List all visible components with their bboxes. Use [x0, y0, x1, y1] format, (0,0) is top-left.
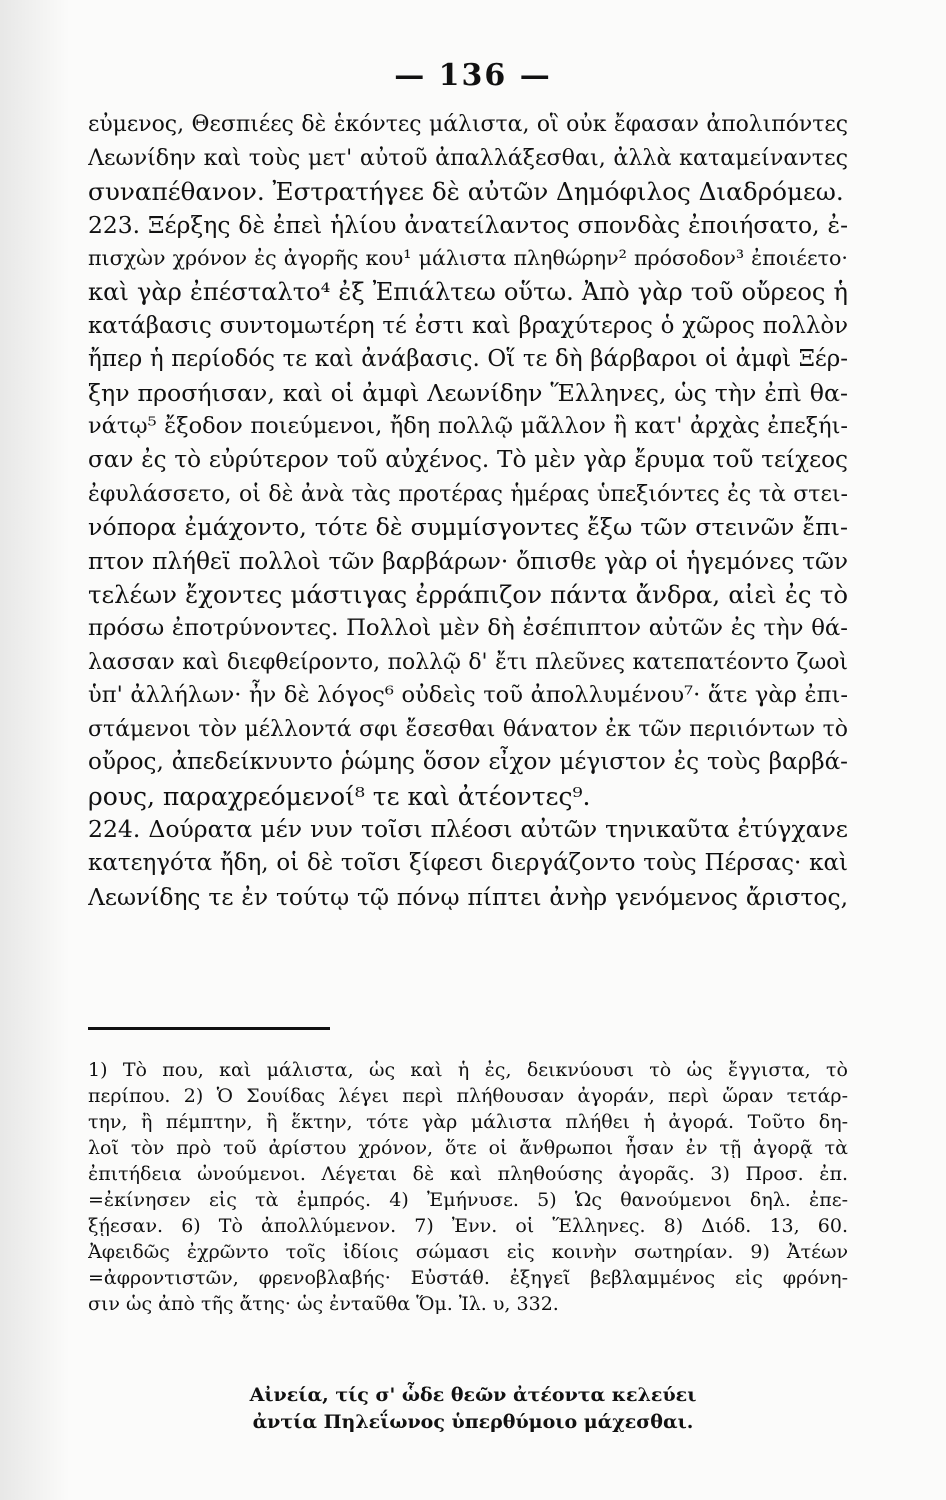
- text-line: ὑπ' ἀλλήλων· ἦν δὲ λόγος⁶ οὐδεὶς τοῦ ἀπολλυμένου⁷· ἅτε γὰρ ἐπι-: [88, 682, 848, 709]
- text-line: ρους, παραχρεόμενοί⁸ τε καὶ ἀτέοντες⁹.: [88, 781, 591, 811]
- page-number: — 136 —: [394, 58, 552, 93]
- footnotes: [88, 1057, 848, 1317]
- quote-line: ἀντία Πηλεΐωνος ὑπερθύμοιο μάχεσθαι.: [252, 1411, 694, 1433]
- text-line: εὐμενος, Θεσπιέες δὲ ἑκόντες μάλιστα, οἳ οὐκ ἔφασαν ἀπολιπόντες: [88, 112, 848, 137]
- text-line: κατεηγότα ἤδη, οἱ δὲ τοῖσι ξίφεσι διεργάζοντο τοὺς Πέρσας· καὶ: [88, 850, 848, 877]
- text-line: ἤπερ ἡ περίοδός τε καὶ ἀνάβασις. Οἵ τε δὴ βάρβαροι οἱ ἀμφὶ Ξέρ-: [88, 346, 848, 373]
- footnote-line: ἐπιτήδεια ὠνούμενοι. Λέγεται δὲ καὶ πληθούσης ἀγορᾶς. 3) Προσ. ἐπ.: [88, 1163, 848, 1185]
- footnote-line: =ἐκίνησεν εἰς τὰ ἐμπρός. 4) Ἐμήνυσε. 5) Ὡς θανούμενοι δηλ. ἐπε-: [88, 1189, 848, 1211]
- text-line: Λεωνίδης τε ἐν τούτῳ τῷ πόνῳ πίπτει ἀνὴρ γενόμενος ἄριστος,: [88, 882, 848, 911]
- footnote-line: ξῄεσαν. 6) Τὸ ἀπολλύμενον. 7) Ἐνν. οἱ Ἕλληνες. 8) Διόδ. 13, 60.: [88, 1215, 848, 1237]
- text-line: Λεωνίδην καὶ τοὺς μετ' αὐτοῦ ἀπαλλάξεσθαι, ἀλλὰ καταμείναντες: [88, 144, 848, 171]
- footnote-line: περίπου. 2) Ὁ Σουίδας λέγει περὶ πλήθουσαν ἀγοράν, περὶ ὥραν τετάρ-: [88, 1085, 848, 1107]
- main-text: [88, 108, 848, 914]
- text-line: ξην προσήισαν, καὶ οἱ ἀμφὶ Λεωνίδην Ἕλληνες, ὡς τὴν ἐπὶ θα-: [88, 378, 848, 407]
- footnote-line: =ἀφροντιστῶν, φρενοβλαβής· Εὐστάθ. ἐξηγεῖ βεβλαμμένος εἰς φρόνη-: [88, 1267, 848, 1289]
- text-line: πισχὼν χρόνον ἐς ἀγορῆς κου¹ μάλιστα πληθώρην² πρόσοδον³ ἐποιέετο·: [88, 246, 848, 271]
- text-line: συναπέθανον. Ἐστρατήγεε δὲ αὐτῶν Δημόφιλος Διαδρόμεω.: [88, 177, 844, 207]
- footnote-line: Ἀφειδῶς ἐχρῶντο τοῖς ἰδίοις σώμασι εἰς κοινὴν σωτηρίαν. 9) Ἀτέων: [88, 1241, 848, 1263]
- text-line: σαν ἐς τὸ εὐρύτερον τοῦ αὐχένος. Τὸ μὲν γὰρ ἔρυμα τοῦ τείχεος: [88, 446, 848, 473]
- text-line: κατάβασις συντομωτέρη τέ ἐστι καὶ βραχύτερος ὁ χῶρος πολλὸν: [88, 312, 848, 339]
- text-line: πρόσω ἐποτρύνοντες. Πολλοὶ μὲν δὴ ἐσέπιπτον αὐτῶν ἐς τὴν θά-: [88, 614, 848, 641]
- footnote-line: σιν ὡς ἀπὸ τῆς ἄτης· ὡς ἐνταῦθα Ὅμ. Ἰλ. υ, 332.: [88, 1293, 559, 1315]
- text-line: νόπορα ἐμάχοντο, τότε δὲ συμμίσγοντες ἔξω τῶν στεινῶν ἔπι-: [88, 513, 848, 542]
- text-line: τελέων ἔχοντες μάστιγας ἐρράπιζον πάντα ἄνδρα, αἰεὶ ἐς τὸ: [88, 580, 848, 610]
- footnote-line: 1) Τὸ που, καὶ μάλιστα, ὡς καὶ ἡ ἐς, δεικνύουσι τὸ ὡς ἔγγιστα, τὸ: [88, 1059, 848, 1081]
- footnote-line: την, ἢ πέμπτην, ἢ ἕκτην, τότε γὰρ μάλιστα πλήθει ἡ ἀγορά. Τοῦτο δη-: [88, 1111, 848, 1133]
- text-line: 224. Δούρατα μέν νυν τοῖσι πλέοσι αὐτῶν τηνικαῦτα ἐτύγχανε: [88, 815, 848, 844]
- text-line: λασσαν καὶ διεφθείροντο, πολλῷ δ' ἔτι πλεῦνες κατεπατέοντο ζωοὶ: [88, 649, 848, 675]
- text-line: οὔρος, ἀπεδείκνυντο ῥώμης ὅσον εἶχον μέγιστον ἐς τοὺς βαρβά-: [88, 749, 848, 776]
- text-line: 223. Ξέρξης δὲ ἐπεὶ ἡλίου ἀνατείλαντος σπονδὰς ἐποιήσατο, ἐ-: [88, 210, 848, 239]
- homer-quotation: [0, 1382, 946, 1436]
- text-line: στάμενοι τὸν μέλλοντά σφι ἔσεσθαι θάνατον ἐκ τῶν περιιόντων τὸ: [88, 716, 848, 742]
- text-line: ἐφυλάσσετο, οἱ δὲ ἀνὰ τὰς προτέρας ἡμέρας ὑπεξιόντες ἐς τὰ στει-: [88, 481, 848, 507]
- footnote-rule: [88, 1027, 330, 1030]
- text-line: καὶ γὰρ ἐπέσταλτο⁴ ἐξ Ἐπιάλτεω οὕτω. Ἀπὸ γὰρ τοῦ οὔρεος ἡ: [88, 277, 848, 306]
- text-line: νάτῳ⁵ ἔξοδον ποιεύμενοι, ἤδη πολλῷ μᾶλλον ἢ κατ' ἀρχὰς ἐπεξήι-: [88, 413, 848, 440]
- footnote-line: λοῖ τὸν πρὸ τοῦ ἀρίστου χρόνον, ὅτε οἱ ἄνθρωποι ἦσαν ἐν τῇ ἀγορᾷ τὰ: [88, 1137, 848, 1159]
- text-line: πτον πλήθεϊ πολλοὶ τῶν βαρβάρων· ὄπισθε γὰρ οἱ ἡγεμόνες τῶν: [88, 547, 848, 575]
- quote-line: Αἰνεία, τίς σ' ὧδε θεῶν ἀτέοντα κελεύει: [249, 1384, 697, 1406]
